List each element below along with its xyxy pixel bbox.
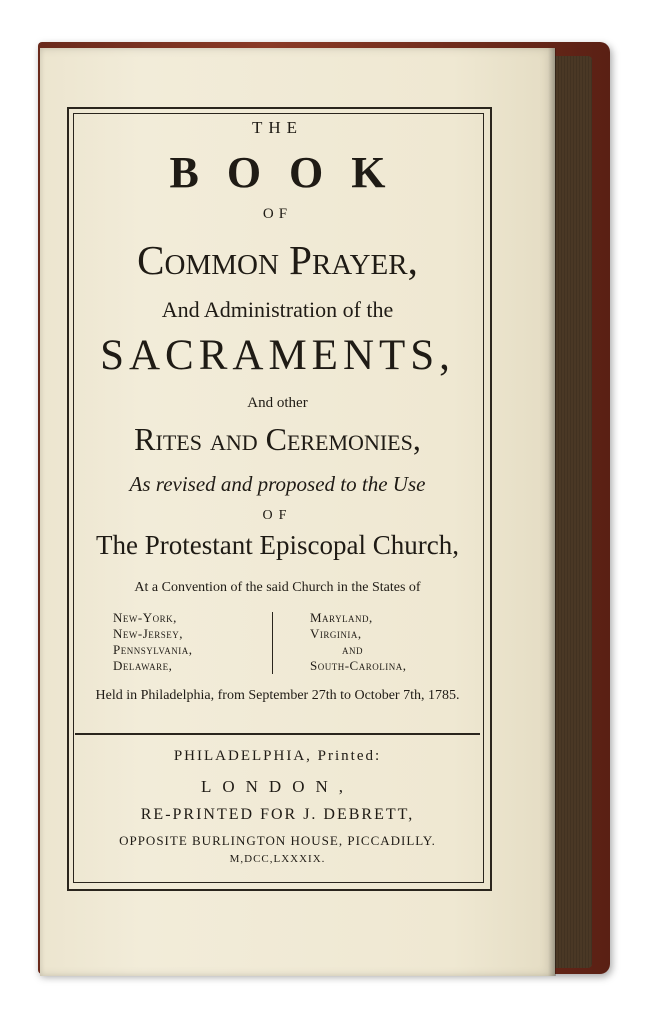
states-divider (272, 612, 273, 674)
title-rites-ceremonies: Rites and Ceremonies, (134, 421, 421, 457)
imprint-opposite: OPPOSITE BURLINGTON HOUSE, PICCADILLY. (119, 833, 436, 848)
state-south-carolina: South-Carolina, (310, 658, 407, 673)
title-revised-proposed: As revised and proposed to the Use (129, 472, 426, 496)
imprint-london: LONDON, (200, 777, 355, 796)
title-of-second: OF (262, 508, 293, 523)
page-gutter-shadow (548, 48, 556, 976)
imprint-date: M,DCC,LXXXIX. (229, 853, 326, 865)
state-new-york: New-York, (113, 610, 177, 625)
imprint-rule (75, 733, 480, 735)
states-and: and (342, 642, 363, 657)
title-convention: At a Convention of the said Church in the States of (134, 580, 421, 595)
states-list-right (310, 610, 406, 674)
title-the: THE (251, 118, 304, 137)
title-and-other: And other (247, 395, 308, 411)
title-border-inner (73, 113, 484, 883)
title-common-prayer: Common Prayer, (137, 237, 418, 283)
title-held-in: Held in Philadelphia, from September 27th to October 7th, 1785. (95, 688, 460, 703)
title-administration-text: And Administration of the (161, 297, 394, 322)
title-of: OF (262, 206, 293, 222)
state-delaware: Delaware, (113, 658, 173, 673)
title-administration (73, 297, 482, 323)
state-new-jersey: New-Jersey, (113, 626, 184, 641)
state-virginia: Virginia, (310, 626, 362, 641)
title-book: BOOK (169, 148, 414, 197)
state-maryland: Maryland, (310, 610, 373, 625)
title-sacraments: SACRAMENTS, (100, 332, 455, 379)
states-list-left (113, 610, 193, 674)
imprint-philadelphia: PHILADELPHIA, Printed: (173, 748, 382, 764)
title-protestant-church: The Protestant Episcopal Church, (96, 530, 459, 560)
imprint-reprinted: RE-PRINTED FOR J. DEBRETT, (140, 806, 415, 823)
state-pennsylvania: Pennsylvania, (113, 642, 193, 657)
